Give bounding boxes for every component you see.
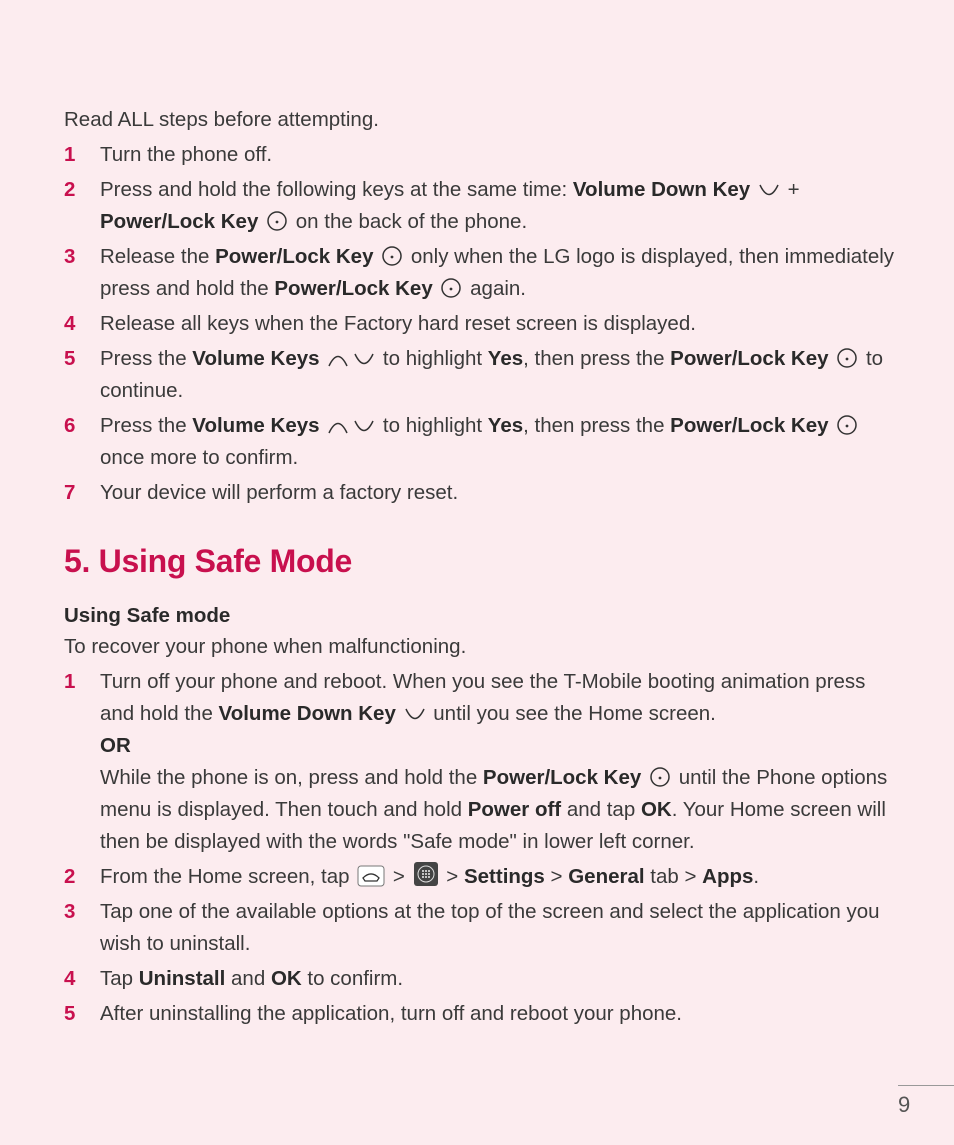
step-text: Your device will perform a factory reset. (100, 481, 459, 504)
key-name: Power/Lock Key (482, 766, 642, 789)
sub-intro: To recover your phone when malfunctioning. (64, 635, 467, 658)
key-name: Volume Keys (192, 414, 320, 437)
step-text: From the Home screen, tap (100, 865, 356, 888)
step-text: Release the (100, 245, 216, 268)
key-name: Power/Lock Key (670, 414, 829, 437)
option-name: OK (640, 798, 672, 821)
volume-up-key-icon (327, 351, 349, 369)
key-name: Volume Keys (192, 347, 320, 370)
step-text: until you see the Home screen. (427, 702, 716, 725)
step-number: 2 (64, 178, 76, 201)
or-label: OR (100, 734, 131, 757)
reset-step-4 (64, 308, 900, 340)
step-number: 1 (64, 670, 76, 693)
safe-step-3 (64, 896, 900, 960)
home-key-icon (357, 865, 385, 887)
step-number: 4 (64, 312, 76, 335)
page-number-rule (898, 1085, 954, 1086)
menu-name: Settings (463, 865, 545, 888)
step-text: and (225, 967, 271, 990)
key-name: Power/Lock Key (274, 277, 433, 300)
step-text: . (753, 865, 760, 888)
step-text: , then press the (523, 414, 671, 437)
step-text: + (781, 178, 800, 201)
power-lock-key-icon (649, 766, 671, 788)
reset-step-3 (64, 241, 900, 305)
step-text: > (440, 865, 464, 888)
step-text: Press and hold the following keys at the same time: (100, 178, 573, 201)
option-name: OK (270, 967, 302, 990)
power-lock-key-icon (266, 210, 288, 232)
power-lock-key-icon (836, 414, 858, 436)
volume-up-key-icon (327, 418, 349, 436)
step-text: . Your Home screen will then be displayed with the words "Safe mode" in lower left corner. (100, 798, 886, 853)
step-text: Press the (100, 347, 193, 370)
step-number: 7 (64, 481, 76, 504)
option-name: Yes (487, 414, 524, 437)
step-text: and tap (561, 798, 641, 821)
page-number: 9 (898, 1092, 911, 1117)
option-name: Power off (467, 798, 562, 821)
volume-down-key-icon (353, 418, 375, 436)
safe-step-5 (64, 998, 900, 1030)
step-text: > (387, 865, 411, 888)
step-number: 2 (64, 865, 76, 888)
step-text: , then press the (523, 347, 671, 370)
step-text: Tap one of the available options at the top of the screen and select the application you wish to uninstall. (100, 900, 880, 955)
power-lock-key-icon (440, 277, 462, 299)
reset-step-2 (64, 174, 900, 238)
safe-step-4 (64, 963, 900, 995)
safe-step-1 (64, 666, 900, 858)
power-lock-key-icon (836, 347, 858, 369)
subheading: Using Safe mode (64, 604, 231, 627)
step-text: Release all keys when the Factory hard reset screen is displayed. (100, 312, 696, 335)
step-text: Tap (100, 967, 139, 990)
option-name: Yes (487, 347, 524, 370)
key-name: Volume Down Key (572, 178, 751, 201)
reset-step-7 (64, 477, 900, 509)
safe-step-2 (64, 861, 900, 893)
power-lock-key-icon (381, 245, 403, 267)
step-number: 3 (64, 900, 76, 923)
apps-icon (413, 861, 439, 887)
step-text: Turn off your phone and reboot. When you see the T-Mobile booting animation press and hold the (100, 670, 866, 725)
menu-name: General (568, 865, 645, 888)
step-text: Press the (100, 414, 193, 437)
step-text: After uninstalling the application, turn off and reboot your phone. (100, 1002, 682, 1025)
step-text: until the Phone options menu is displayed. Then touch and hold (100, 766, 888, 821)
step-number: 5 (64, 347, 76, 370)
step-number: 4 (64, 967, 76, 990)
intro-text: Read ALL steps before attempting. (64, 108, 379, 131)
option-name: Uninstall (138, 967, 226, 990)
volume-down-key-icon (404, 706, 426, 724)
key-name: Power/Lock Key (100, 210, 259, 233)
key-name: Volume Down Key (218, 702, 396, 725)
step-text: tab > (644, 865, 703, 888)
step-number: 3 (64, 245, 76, 268)
step-number: 6 (64, 414, 76, 437)
menu-name: Apps (702, 865, 754, 888)
step-number: 1 (64, 143, 76, 166)
step-text: While the phone is on, press and hold the (100, 766, 483, 789)
step-text: again. (464, 277, 527, 300)
step-text: to continue. (100, 347, 884, 402)
step-text: > (544, 865, 569, 888)
volume-down-key-icon (758, 182, 780, 200)
step-text: once more to confirm. (100, 446, 299, 469)
step-text: on the back of the phone. (290, 210, 528, 233)
key-name: Power/Lock Key (215, 245, 374, 268)
manual-page (64, 104, 900, 1030)
step-number: 5 (64, 1002, 76, 1025)
reset-step-5 (64, 343, 900, 407)
step-text: to confirm. (301, 967, 404, 990)
step-text: to highlight (377, 414, 488, 437)
reset-step-1 (64, 139, 900, 171)
key-name: Power/Lock Key (670, 347, 829, 370)
step-text: to highlight (377, 347, 488, 370)
step-text: only when the LG logo is displayed, then immediately press and hold the (100, 245, 895, 300)
volume-down-key-icon (353, 351, 375, 369)
step-text: Turn the phone off. (100, 143, 273, 166)
reset-step-6 (64, 410, 900, 474)
section-title: 5. Using Safe Mode (64, 543, 352, 579)
